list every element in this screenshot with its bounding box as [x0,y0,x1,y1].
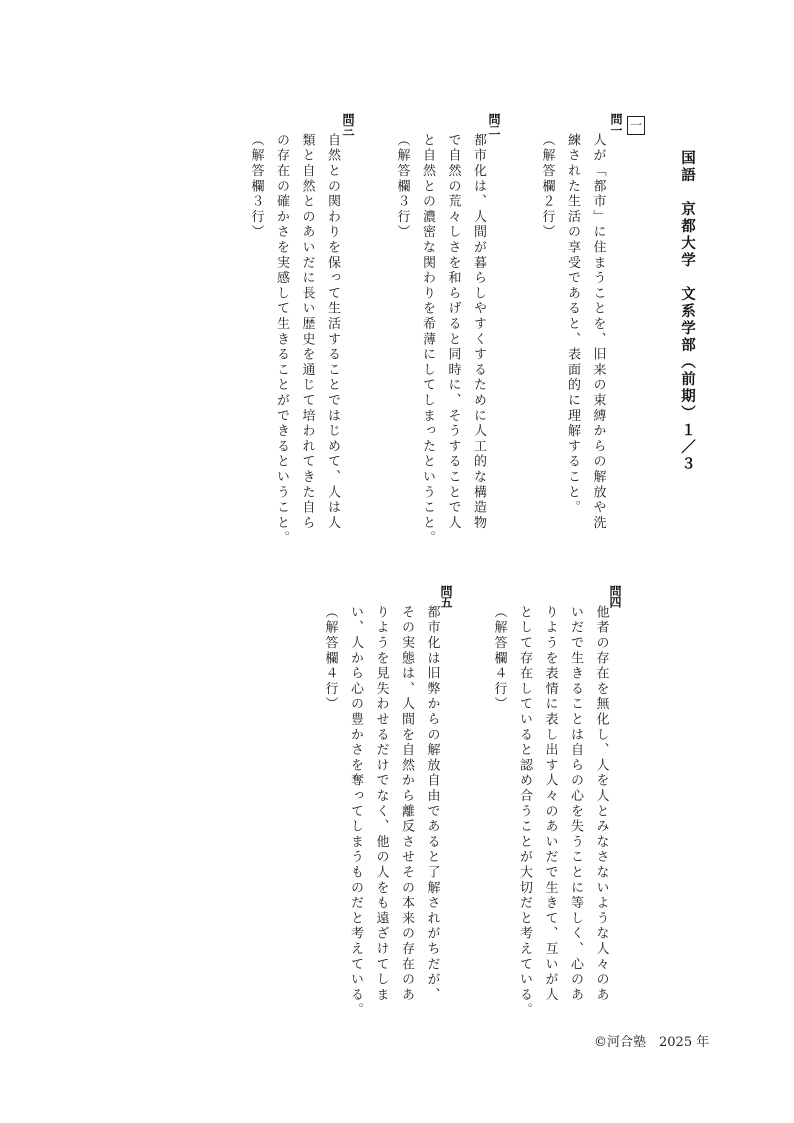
question-2-label: 問二 [487,113,501,135]
question-4-label: 問四 [608,585,622,607]
question-3-label: 問三 [341,113,355,135]
question-5-label: 問五 [439,585,453,607]
question-1-answer: 人が「都市」に住まうことを、旧来の束縛からの解放や洗 練された生活の享受であると、表面的に理解すること。 （解答欄２行） [539,133,606,531]
page-title: 国語 京都大学 文系学部（前期）１／３ [679,150,695,473]
question-2-answer: 都市化は、人間が暮らしやすくするために人工的な構造物 で自然の荒々しさを和らげると同時に、そうすることで人 と自然との濃密な関わりを希薄にしてしまったということ。 （解答欄３行） [394,133,486,547]
question-5-answer: 都市化は旧弊からの解放自由であると了解されがちだが、 その実態は、人間を自然から離反させその本来の存在のあ りようを見失わせるだけでなく、他の人をも遠ざけてしま い、人から心の豊かさを奪ってしまうものだと考えている。 （解答欄４行） [322,605,440,1019]
question-4-answer: 他者の存在を無化し、人を人とみなさないような人々のあ いだで生きることは自らの心を失うことに等しく、心のあ りようを表情に表し出す人々のあいだで生きて、互いが人 として存在していると認め合うことが大切だと考えている。 （解答欄４行） [491,605,609,1019]
question-1-label: 問一 [609,113,623,135]
section-number-box: 一 [627,116,645,135]
question-3-answer: 自然との関わりを保って生活することではじめて、人は人 類と自然とのあいだに長い歴史を通じて培われてきた自ら の存在の確かさを実感して生きることができるということ。 （解答欄３行） [248,133,340,547]
copyright-notice: ©河合塾 2025 年 [594,1035,710,1050]
